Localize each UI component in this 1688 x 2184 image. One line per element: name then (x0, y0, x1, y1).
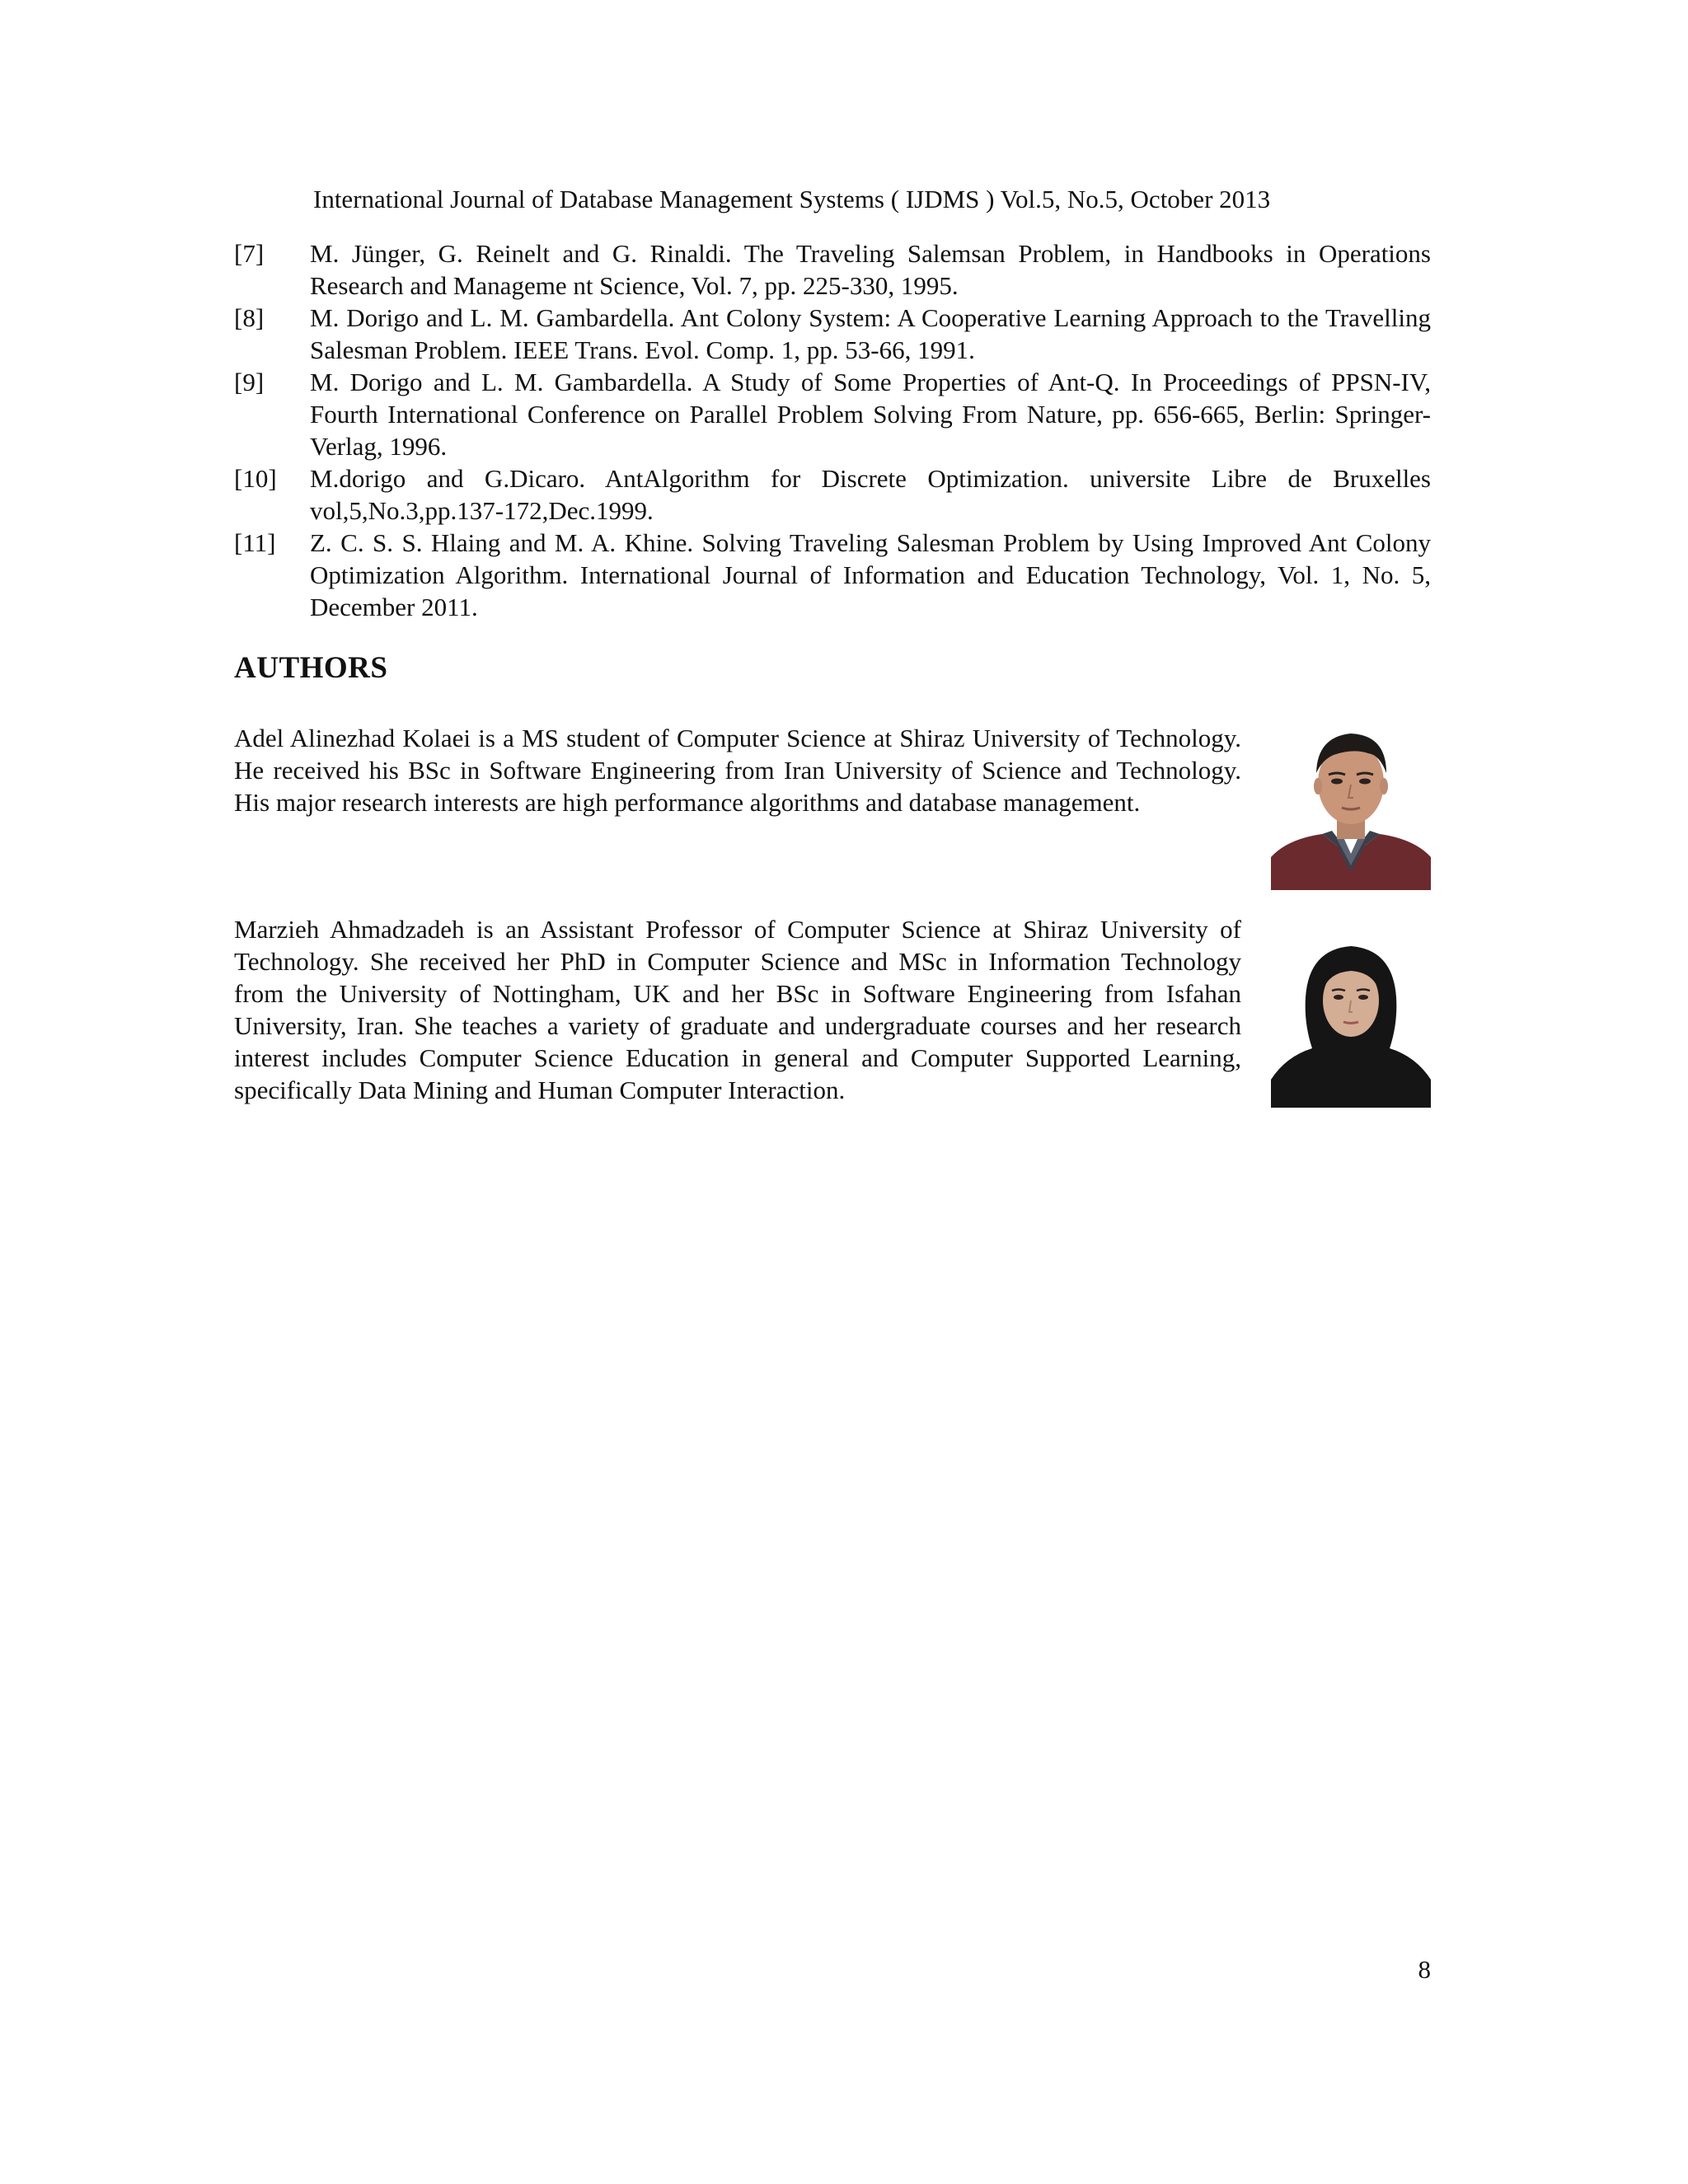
reference-text: M.dorigo and G.Dicaro. AntAlgorithm for Discrete Optimization. universite Libre de Bruxelles vol,5,No.3,pp.137-172,Dec.1999. (310, 464, 1431, 525)
reference-number: [10] (234, 464, 277, 493)
reference-number: [7] (234, 239, 265, 268)
reference-item (234, 366, 1431, 462)
reference-item (234, 237, 1431, 302)
reference-text: M. Dorigo and L. M. Gambardella. A Study of Some Properties of Ant-Q. In Proceedings of PPSN-IV, Fourth International Conference on Parallel Problem Solving From Nature, pp. 656-665, Berlin: Springer-Verlag, 1996. (310, 368, 1431, 461)
page-number: 8 (1418, 1955, 1431, 1984)
author-entry (234, 913, 1431, 1106)
reference-text: M. Dorigo and L. M. Gambardella. Ant Colony System: A Cooperative Learning Approach to the Travelling Salesman Problem. IEEE Trans. Evol. Comp. 1, pp. 53-66, 1991. (310, 303, 1431, 364)
reference-list (234, 237, 1431, 623)
reference-item (234, 302, 1431, 366)
reference-text: Z. C. S. S. Hlaing and M. A. Khine. Solving Traveling Salesman Problem by Using Improved Ant Colony Optimization Algorithm. International Journal of Information and Education Technology, Vol. 1, No. 5, December 2011. (310, 528, 1431, 621)
reference-item (234, 462, 1431, 527)
reference-text: M. Jünger, G. Reinelt and G. Rinaldi. The Traveling Salemsan Problem, in Handbooks in Operations Research and Manageme nt Science, Vol. 7, pp. 225-330, 1995. (310, 239, 1431, 300)
author-entry (234, 722, 1431, 818)
reference-number: [9] (234, 368, 265, 396)
author-portrait-male (1271, 715, 1431, 890)
reference-number: [11] (234, 528, 276, 557)
authors-heading: AUTHORS (234, 651, 388, 685)
author-photo (1271, 933, 1431, 1108)
author-photo (1271, 715, 1431, 890)
author-portrait-female (1271, 933, 1431, 1108)
author-bio: Marzieh Ahmadzadeh is an Assistant Professor of Computer Science at Shiraz University of Technology. She received her PhD in Computer Science and MSc in Information Technology from the University of Nottingham, UK and her BSc in Software Engineering from Isfahan University, Iran. She teaches a variety of graduate and undergraduate courses and her research interest includes Computer Science Education in general and Computer Supported Learning, specifically Data Mining and Human Computer Interaction. (234, 915, 1241, 1104)
reference-number: [8] (234, 303, 265, 332)
reference-item (234, 527, 1431, 623)
running-header: International Journal of Database Management Systems ( IJDMS ) Vol.5, No.5, October 2013 (313, 185, 1271, 213)
author-bio: Adel Alinezhad Kolaei is a MS student of Computer Science at Shiraz University of Technology. He received his BSc in Software Engineering from Iran University of Science and Technology. His major research interests are high performance algorithms and database management. (234, 724, 1241, 817)
